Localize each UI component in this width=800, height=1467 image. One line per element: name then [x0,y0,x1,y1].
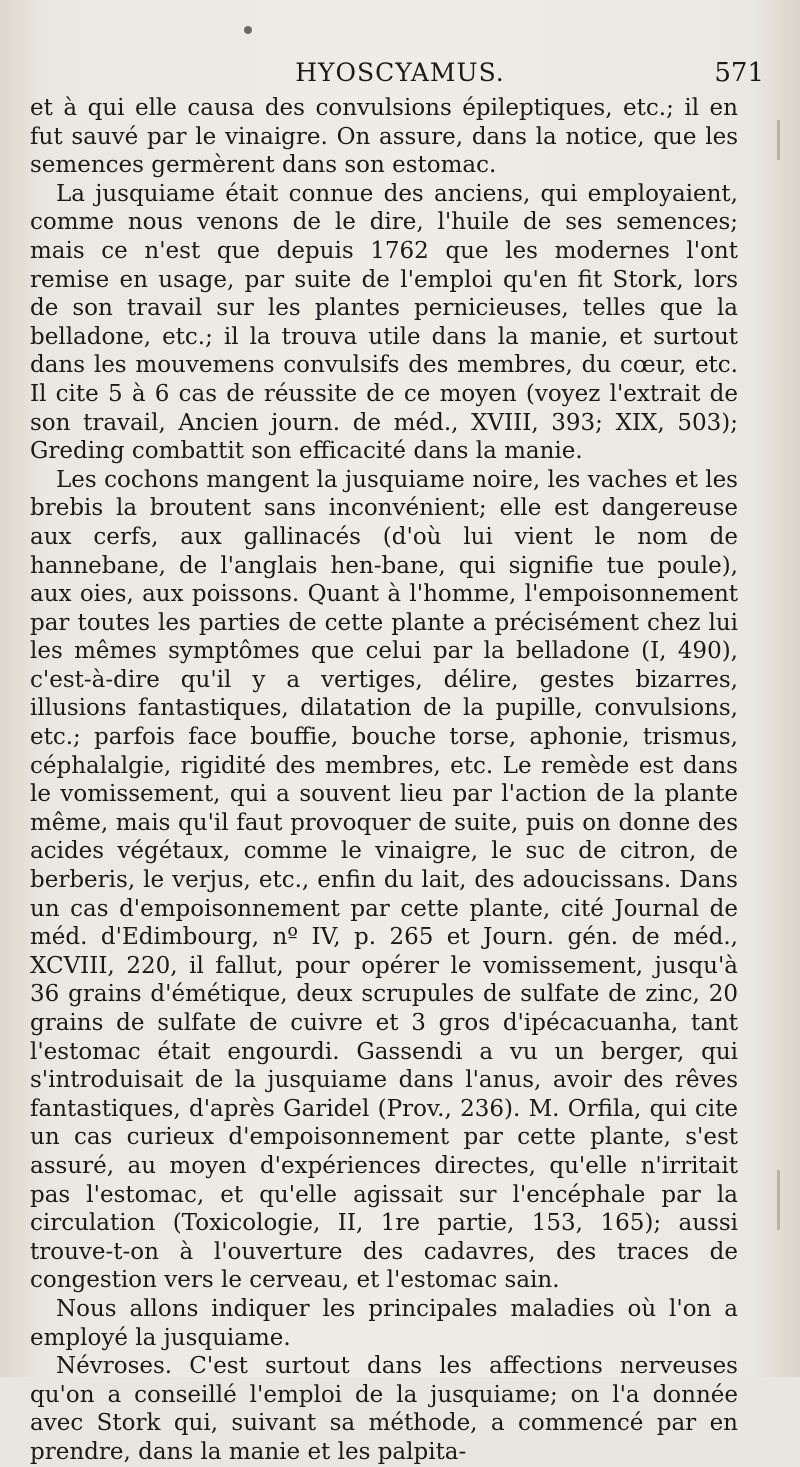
running-title: HYOSCYAMUS. [295,58,505,87]
ink-dot [244,26,252,34]
page-number: 571 [714,58,764,88]
paragraph: Névroses. C'est surtout dans les affections nerveuses qu'on a conseillé l'emploi de la jusquiame; on l'a donnée avec Stork qui, suivant sa méthode, a commencé par en prendre, dans la manie et les palpita- [30,1353,738,1465]
page-edge-mark [777,120,786,160]
paragraph: Les cochons mangent la jusquiame noire, les vaches et les brebis la broutent sans inconvénient; elle est dangereuse aux cerfs, aux gallinacés (d'où lui vient le nom de hannebane, de l'anglais hen-bane, qui signifie tue poule), aux oies, aux poissons. Quant à l'homme, l'empoisonnement par toutes les parties de cette plante a précisément chez lui les mêmes symptômes que celui par la belladone (I, 490), c'est-à-dire qu'il y a vertiges, délire, gestes bizarres, illusions fantastiques, dilatation de la pupille, convulsions, etc.; parfois face bouffie, bouche torse, aphonie, trismus, céphalalgie, rigidité des membres, etc. Le remède est dans le vomissement, qui a souvent lieu par l'action de la plante même, mais qu'il faut provoquer de suite, puis on donne des acides végétaux, comme le vinaigre, le suc de citron, de berberis, le verjus, etc., enfin du lait, des adoucissans. Dans un cas d'empoisonnement par cette plante, cité Journal de méd. d'Edimbourg, nº IV, p. 265 et Journ. gén. de méd., XCVIII, 220, il fallut, pour opérer le vomissement, jusqu'à 36 grains d'émétique, deux scrupules de sulfate de zinc, 20 grains de sulfate de cuivre et 3 gros d'ipécacuanha, tant l'estomac était engourdi. Gassendi a vu un berger, qui s'introduisait de la jusquiame dans l'anus, avoir des rêves fantastiques, d'après Garidel (Prov., 236). M. Orfila, qui cite un cas curieux d'empoisonnement par cette plante, s'est assuré, au moyen d'expériences directes, qu'elle n'irritait pas l'estomac, et qu'elle agissait sur l'encéphale par la circulation (Toxicologie, II, 1re partie, 153, 165); aussi trouve-t-on à l'ouverture des cadavres, des traces de congestion vers le cerveau, et l'estomac sain. [30,466,738,1294]
page-header [30,58,770,92]
paragraph: La jusquiame était connue des anciens, qui employaient, comme nous venons de le dire, l'huile de ses semences; mais ce n'est que depuis 1762 que les modernes l'ont remise en usage, par suite de l'emploi qu'en fit Stork, lors de son travail sur les plantes pernicieuses, telles que la belladone, etc.; il la trouva utile dans la manie, et surtout dans les mouvemens convulsifs des membres, du cœur, etc. Il cite 5 à 6 cas de réussite de ce moyen (voyez l'extrait de son travail, Ancien journ. de méd., XVIII, 393; XIX, 503); Greding combattit son efficacité dans la manie. [30,180,738,465]
page-edge-mark [777,1170,786,1230]
body-text [30,94,738,1467]
paragraph: et à qui elle causa des convulsions épileptiques, etc.; il en fut sauvé par le vinaigre. On assure, dans la notice, que les semences germèrent dans son estomac. [30,95,738,179]
paragraph: Nous allons indiquer les principales maladies où l'on a employé la jusquiame. [30,1295,738,1351]
